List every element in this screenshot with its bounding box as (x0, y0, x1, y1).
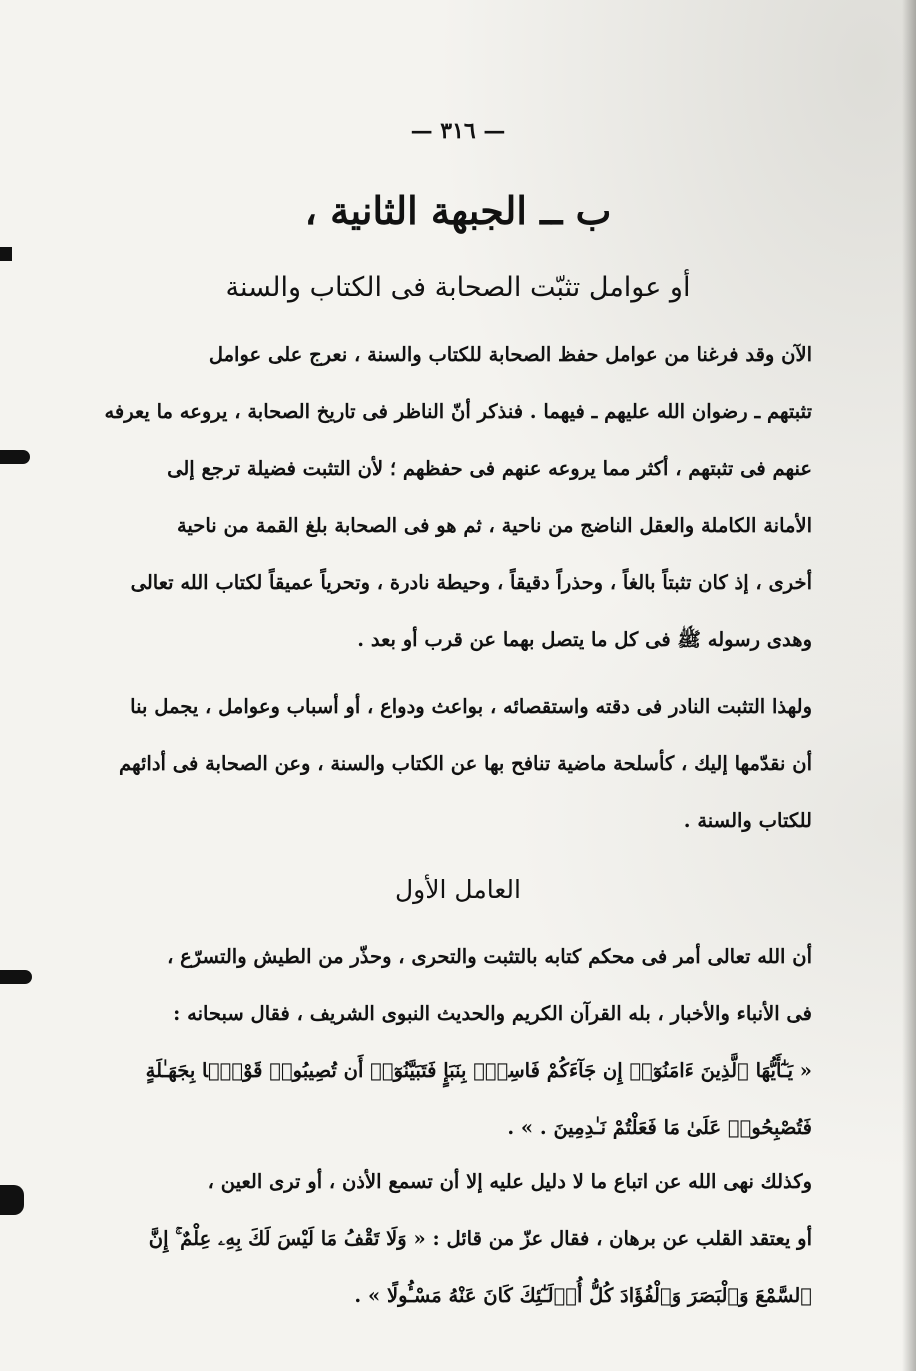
text-line: فى الأنباء والأخبار ، بله القرآن الكريم والحديث النبوى الشريف ، فقال سبحانه : (173, 1002, 812, 1025)
text-line: ولهذا التثبت النادر فى دقته واستقصائه ، بواعث ودواع ، أو أسباب وعوامل ، يجمل بنا (130, 695, 812, 718)
paragraph-first-factor (72, 928, 812, 1156)
page-number: — ٣١٦ — (410, 118, 506, 144)
page-edge-shadow (902, 0, 916, 1371)
quran-verse-line: « يَـٰٓأَيُّهَا ٱلَّذِينَ ءَامَنُوٓا۟ إِن جَآءَكُمْ فَاسِقٌۢ بِنَبَإٍ فَتَبَيَّنُوٓا۟ أَن تُصِيبُوا۟ قَوْمًۢا بِجَهَـٰلَةٍ (145, 1059, 812, 1082)
chapter-heading: ب ــ الجبهة الثانية ، (304, 188, 612, 233)
margin-mark (0, 1185, 24, 1215)
text-line: الآن وقد فرغنا من عوامل حفظ الصحابة للكتاب والسنة ، نعرج على عوامل (208, 343, 812, 366)
text-line: أخرى ، إذ كان تثبتاً بالغاً ، وحذراً دقيقاً ، وحيطة نادرة ، وتحرياً عميقاً لكتاب الله تعالى (130, 571, 812, 594)
text-line: وهدى رسوله ﷺ فى كل ما يتصل بهما عن قرب أو بعد . (357, 628, 812, 651)
section-title: العامل الأول (395, 875, 521, 904)
text-line: الأمانة الكاملة والعقل الناضج من ناحية ، ثم هو فى الصحابة بلغ القمة من ناحية (176, 514, 812, 537)
text-line: تثبتهم ـ رضوان الله عليهم ـ فيهما . فنذكر أنّ الناظر فى تاريخ الصحابة ، يروعه ما يعرفه (104, 400, 812, 423)
paragraph-prohibition (72, 1153, 812, 1324)
text-line: عنهم فى تثبتهم ، أكثر مما يروعه عنهم فى حفظهم ؛ لأن التثبت فضيلة ترجع إلى (167, 457, 812, 480)
text-line: أن الله تعالى أمر فى محكم كتابه بالتثبت والتحرى ، وحذّر من الطيش والتسرّع ، (167, 945, 812, 968)
paragraph-intro (72, 326, 812, 668)
text-line: للكتاب والسنة . (683, 809, 812, 832)
text-line: وكذلك نهى الله عن اتباع ما لا دليل عليه إلا أن تسمع الأذن ، أو ترى العين ، (207, 1170, 812, 1193)
margin-mark (0, 450, 30, 464)
text-line: أو يعتقد القلب عن برهان ، فقال عزّ من قائل : « وَلَا تَقْفُ مَا لَيْسَ لَكَ بِهِۦ عِلْمٌ ۚ إِنَّ (148, 1227, 812, 1250)
margin-mark (0, 970, 32, 984)
margin-mark (0, 247, 12, 261)
quran-verse-line: ٱلسَّمْعَ وَٱلْبَصَرَ وَٱلْفُؤَادَ كُلُّ أُو۟لَـٰٓئِكَ كَانَ عَنْهُ مَسْـُٔولًا » . (354, 1284, 812, 1307)
chapter-subheading: أو عوامل تثبّت الصحابة فى الكتاب والسنة (225, 272, 691, 303)
paragraph-reasons (72, 678, 812, 849)
text-line: أن نقدّمها إليك ، كأسلحة ماضية تنافح بها عن الكتاب والسنة ، وعن الصحابة فى أدائهم (119, 752, 812, 775)
quran-verse-line: فَتُصْبِحُوا۟ عَلَىٰ مَا فَعَلْتُمْ نَـٰدِمِينَ . » . (507, 1116, 812, 1139)
